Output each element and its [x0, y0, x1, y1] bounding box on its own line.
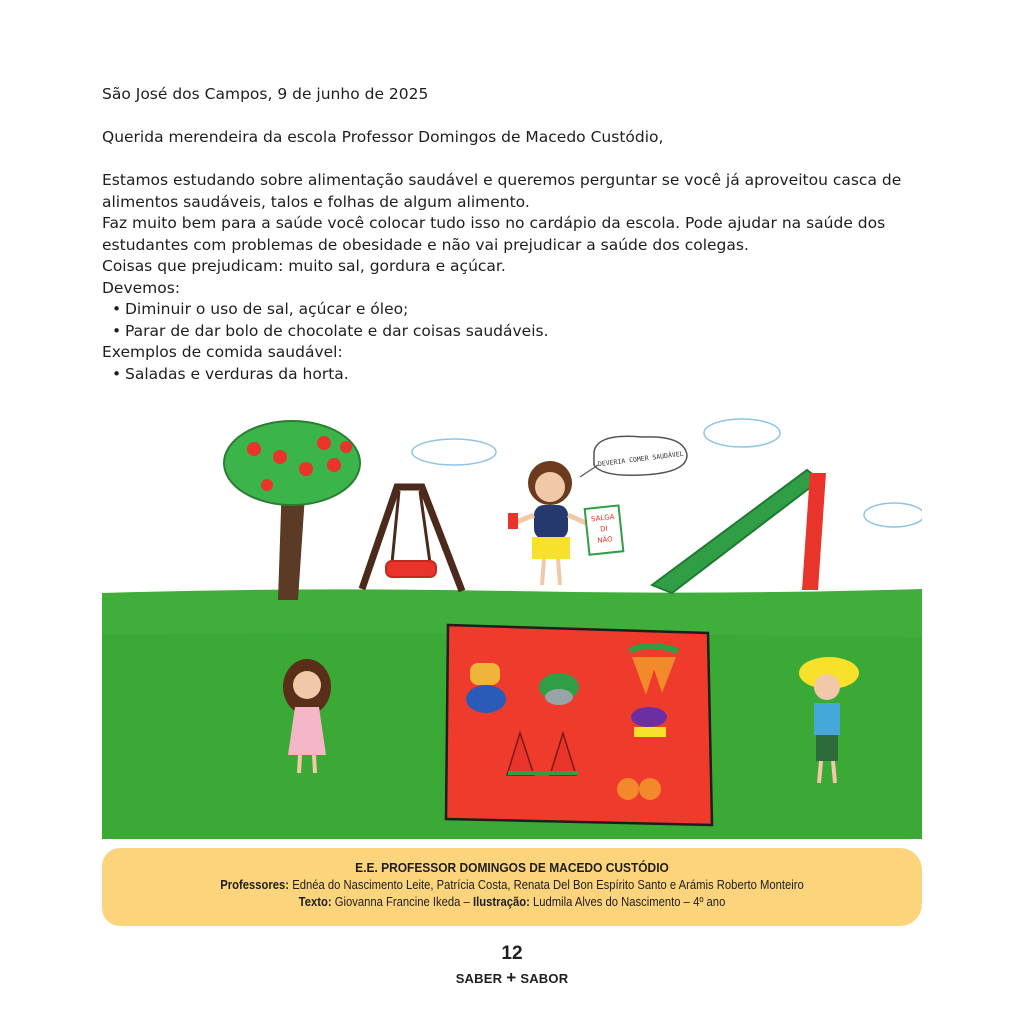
example-item: • Saladas e verduras da horta. — [102, 364, 932, 386]
brand-right: SABOR — [520, 971, 569, 986]
speech-bubble-text: DEVERIA COMER SAUDÁVEL — [597, 449, 684, 469]
illustration-author: Ludmila Alves do Nascimento – 4º ano — [532, 895, 726, 909]
should-heading: Devemos: — [102, 278, 181, 297]
sign — [585, 505, 624, 554]
garden-bed — [446, 625, 712, 825]
teachers-line — [143, 878, 881, 892]
sign-line-1: SALGA — [590, 512, 615, 524]
page-number: 12 — [501, 943, 523, 964]
slide — [652, 470, 826, 593]
brand-plus: + — [506, 968, 517, 987]
child-drawing — [102, 405, 922, 839]
authors-line — [143, 895, 881, 909]
credits-box — [102, 848, 922, 926]
text-author: Giovanna Francine Ikeda – — [334, 895, 470, 909]
paragraph-1: Estamos estudando sobre alimentação saudável e queremos perguntar se você já aproveitou casca de alimentos saudáveis, talos e folhas de algum alimento. — [102, 171, 902, 211]
teachers-label: Professores: — [220, 878, 290, 892]
speech-bubble — [580, 436, 687, 477]
text-label: Texto: — [298, 895, 332, 909]
sign-line-3: NÃO — [596, 535, 614, 545]
teachers-names: Ednéa do Nascimento Leite, Patrícia Costa, Renata Del Bon Espírito Santo e Arámis Roberto Monteiro — [292, 878, 804, 892]
drawing-svg — [102, 405, 922, 839]
tree — [224, 421, 360, 600]
paragraph-2: Faz muito bem para a saúde você colocar tudo isso no cardápio da escola. Pode ajudar na saúde dos estudantes com problemas de obesidade e não vai prejudicar a saúde dos colegas. — [102, 214, 886, 254]
publication-brand — [0, 968, 1024, 988]
illustration-label: Ilustração: — [472, 895, 530, 909]
should-item: • Parar de dar bolo de chocolate e dar coisas saudáveis. — [102, 321, 932, 343]
school-name: E.E. PROFESSOR DOMINGOS DE MACEDO CUSTÓDIO — [355, 860, 669, 875]
brand-left: SABER — [455, 971, 503, 986]
harmful-things: Coisas que prejudicam: muito sal, gordura e açúcar. — [102, 257, 506, 275]
cloud-icon — [412, 419, 922, 527]
examples-heading: Exemplos de comida saudável: — [102, 343, 343, 361]
sign-line-2: DI — [599, 524, 609, 534]
page-footer — [0, 943, 1024, 988]
salutation: Querida merendeira da escola Professor Domingos de Macedo Custódio, — [102, 128, 664, 146]
girl-center — [508, 461, 586, 585]
swing — [362, 487, 462, 591]
should-item: • Diminuir o uso de sal, açúcar e óleo; — [102, 299, 932, 321]
place-date: São José dos Campos, 9 de junho de 2025 — [102, 85, 429, 103]
